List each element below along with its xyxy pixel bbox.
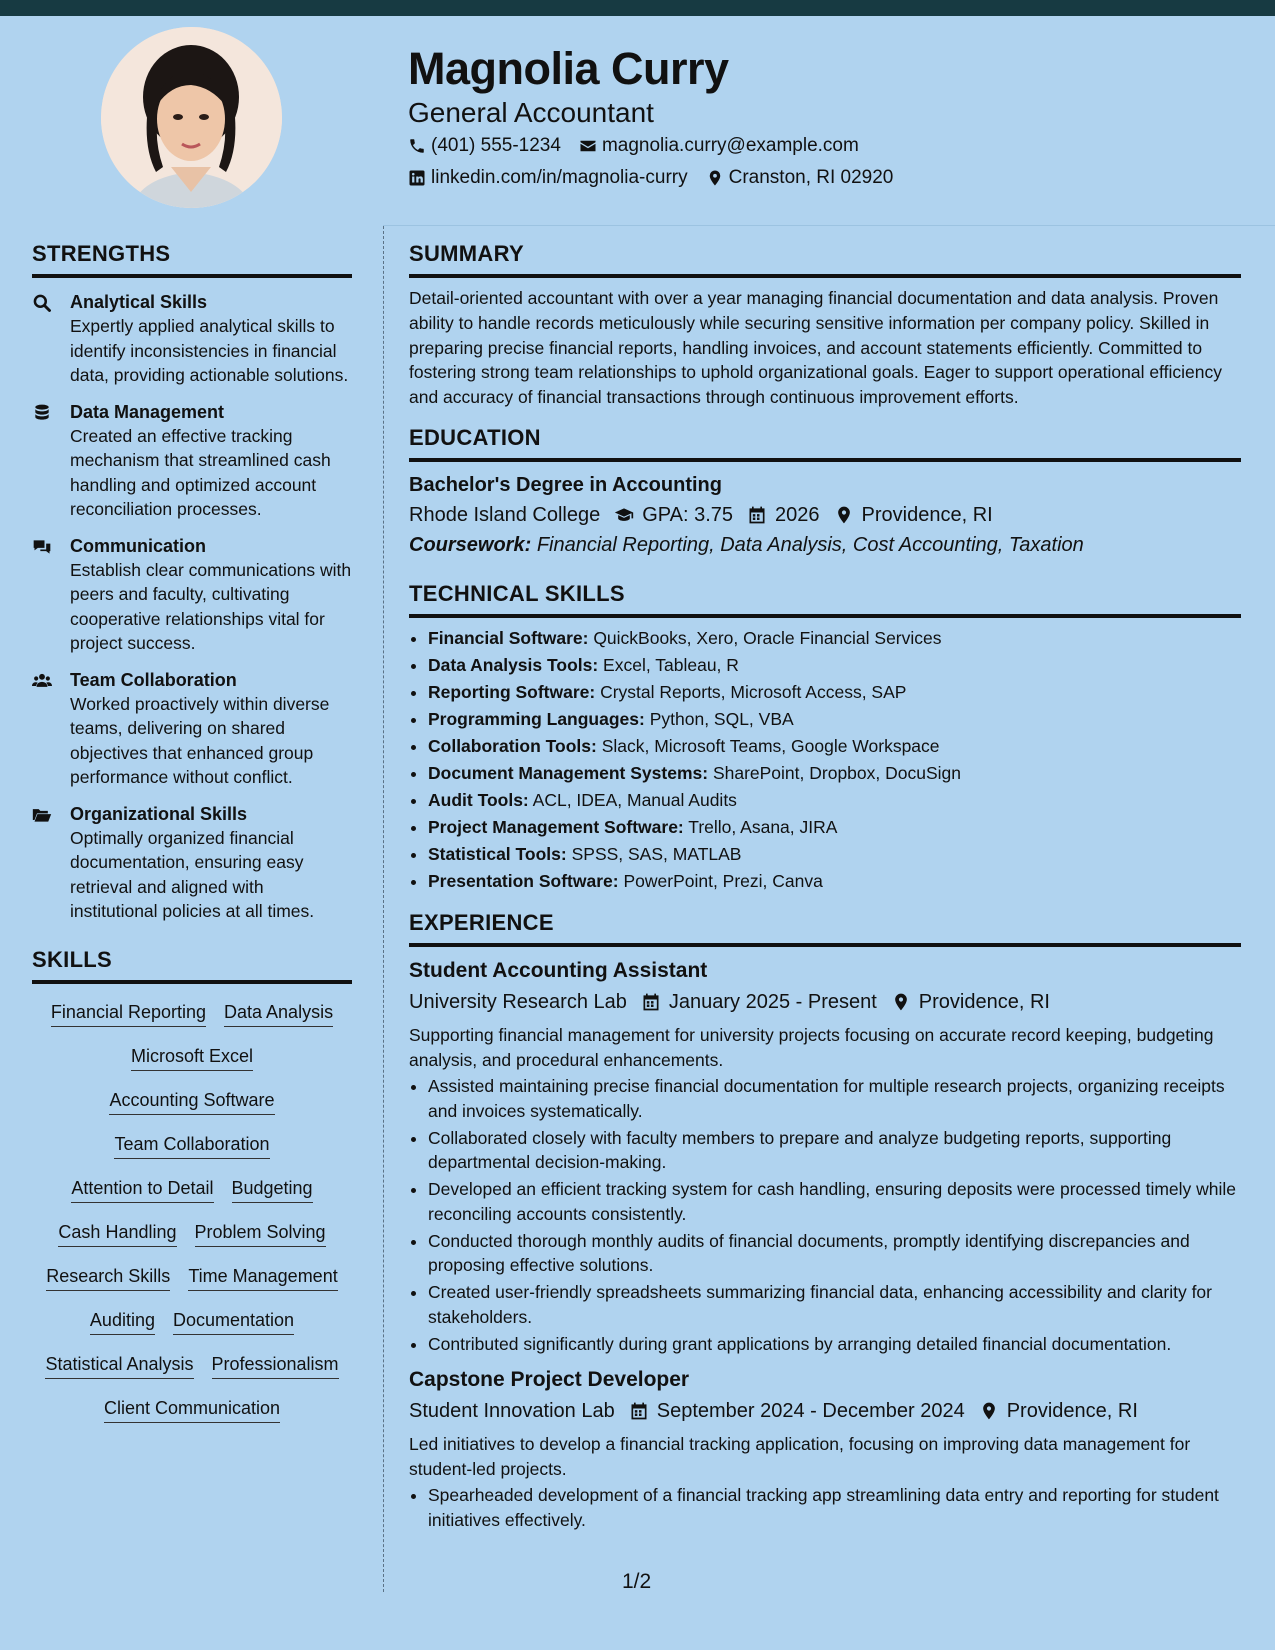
calendar-icon [629, 1401, 649, 1421]
technical-skill-label: Document Management Systems: [428, 762, 709, 783]
strength-title: Team Collaboration [70, 669, 237, 690]
strength-description: Optimally organized financial documentation, ensuring easy retrieval and aligned with institutional policies at all times. [70, 827, 315, 921]
coursework-label: Coursework: [409, 533, 532, 556]
strengths-list [32, 290, 352, 924]
coursework-text: Financial Reporting, Data Analysis, Cost Accounting, Taxation [536, 533, 1084, 556]
header-divider [383, 225, 1275, 226]
technical-skill-label: Reporting Software: [428, 681, 596, 702]
education-school [409, 500, 600, 530]
skill-tag: Team Collaboration [114, 1132, 269, 1159]
resume-header [408, 42, 1248, 194]
right-column [409, 240, 1241, 1535]
skills-heading: SKILLS [32, 946, 352, 984]
skill-tag: Statistical Analysis [45, 1352, 193, 1379]
experience-heading: EXPERIENCE [409, 909, 1241, 947]
graduation-cap-icon [614, 505, 634, 525]
skill-tag: Auditing [90, 1308, 155, 1335]
linkedin-text: linkedin.com/in/magnolia-curry [431, 167, 688, 188]
job-bullet: • Assisted maintaining precise financial documentation for multiple research projects, organizing receipts and invoices systematically. [428, 1074, 1241, 1123]
job-bullets [409, 1483, 1241, 1532]
technical-skill-value: SharePoint, Dropbox, DocuSign [708, 762, 961, 783]
year-text: 2026 [775, 503, 820, 526]
technical-skill-item [428, 626, 1241, 651]
job-location-text: Providence, RI [918, 991, 1050, 1014]
technical-skill-value: SPSS, SAS, MATLAB [566, 843, 742, 864]
summary-heading: SUMMARY [409, 240, 1241, 278]
strength-title: Organizational Skills [70, 803, 248, 824]
strength-body [70, 534, 352, 656]
database-icon [32, 403, 52, 423]
skill-tag: Budgeting [232, 1176, 313, 1203]
strength-title: Analytical Skills [70, 292, 208, 312]
linkedin-contact[interactable] [408, 167, 688, 189]
technical-skill-item [428, 707, 1241, 732]
school-text: Rhode Island College [409, 503, 601, 526]
job-location-text: Providence, RI [1006, 1400, 1138, 1423]
comments-icon [32, 537, 52, 557]
job-bullet: • Conducted thorough monthly audits of financial documents, promptly identifying discrepancies and proposing effective solutions. [428, 1229, 1241, 1278]
education-meta [409, 500, 1241, 530]
job-dates [641, 987, 877, 1017]
phone-icon [408, 137, 426, 155]
technical-skill-value: ACL, IDEA, Manual Audits [528, 789, 737, 810]
profile-photo [101, 27, 282, 208]
technical-skill-item [428, 653, 1241, 678]
technical-skill-item [428, 815, 1241, 840]
job-bullet: • Created user-friendly spreadsheets summarizing financial data, enhancing accessibility and clarity for stakeholders. [428, 1280, 1241, 1329]
strength-item [32, 290, 352, 388]
skill-tag: Cash Handling [58, 1220, 176, 1247]
job-meta [409, 987, 1241, 1017]
job-org [409, 1396, 615, 1426]
strength-icon-wrap [32, 802, 70, 924]
strength-icon-wrap [32, 668, 70, 790]
job-location [979, 1396, 1138, 1426]
technical-skill-item [428, 761, 1241, 786]
skill-tag: Financial Reporting [51, 1000, 206, 1027]
technical-skill-label: Collaboration Tools: [428, 735, 597, 756]
folder-open-icon [32, 805, 52, 825]
calendar-icon [747, 505, 767, 525]
technical-skill-label: Financial Software: [428, 627, 589, 648]
technical-skill-item [428, 734, 1241, 759]
linkedin-icon [408, 169, 426, 187]
map-marker-icon [706, 169, 724, 187]
job-dates [629, 1396, 965, 1426]
job-bullets [409, 1074, 1241, 1356]
job-description: Led initiatives to develop a financial tracking application, focusing on improving data management for student-led projects. [409, 1434, 1191, 1479]
job-location [891, 987, 1050, 1017]
technical-skill-label: Project Management Software: [428, 816, 684, 837]
education-year [747, 500, 820, 530]
calendar-icon [641, 992, 661, 1012]
education-degree: Bachelor's Degree in Accounting [409, 473, 722, 496]
skill-tag: Accounting Software [109, 1088, 274, 1115]
job-dates-text: September 2024 - December 2024 [656, 1400, 965, 1423]
technical-skill-label: Programming Languages: [428, 708, 645, 729]
location-text: Cranston, RI 02920 [728, 167, 894, 188]
skills-list [32, 994, 352, 1434]
job-bullet: • Spearheaded development of a financial tracking app streamlining data entry and reporting for student initiatives effectively. [428, 1483, 1241, 1532]
portrait-image [101, 27, 282, 208]
strengths-heading: STRENGTHS [32, 240, 352, 278]
strength-item [32, 668, 352, 790]
job-title: Capstone Project Developer [409, 1368, 690, 1392]
job-description: Supporting financial management for university projects focusing on accurate record keeping, budgeting analysis, and procedural enhancements. [409, 1025, 1214, 1070]
map-marker-icon [834, 505, 854, 525]
skill-tag: Problem Solving [195, 1220, 326, 1247]
experience-list [409, 957, 1241, 1532]
job-entry [409, 1366, 1241, 1532]
strength-body [70, 802, 352, 924]
skill-tag: Time Management [188, 1264, 337, 1291]
strength-icon-wrap [32, 400, 70, 522]
skill-tag: Research Skills [46, 1264, 170, 1291]
map-marker-icon [979, 1401, 999, 1421]
page-number: 1/2 [622, 1570, 652, 1593]
search-icon [32, 293, 52, 313]
email-contact[interactable] [579, 135, 859, 157]
strength-icon-wrap [32, 534, 70, 656]
summary-text: Detail-oriented accountant with over a year managing financial documentation and data analysis. Proven ability to handle records meticulously while securing sensitive information per company policy. Skilled in preparing precise financial reports, handling invoices, and account statements efficiently. Committed to fostering strong team relationships to uphold organizational goals. Eager to support operational efficiency and accuracy of financial transactions through continuous improvement efforts. [409, 288, 1222, 408]
envelope-icon [579, 137, 597, 155]
technical-skill-value: Trello, Asana, JIRA [683, 816, 838, 837]
contact-row-2 [408, 162, 1248, 194]
skill-tag: Microsoft Excel [131, 1044, 253, 1071]
technical-skill-value: Crystal Reports, Microsoft Access, SAP [595, 681, 907, 702]
job-org-text: University Research Lab [409, 991, 627, 1014]
strength-description: Worked proactively within diverse teams, delivering on shared objectives that enhanced group performance without conflict. [70, 693, 330, 787]
coursework [409, 530, 1241, 560]
users-icon [32, 671, 52, 691]
technical-skill-value: Excel, Tableau, R [598, 654, 739, 675]
technical-skill-value: Slack, Microsoft Teams, Google Workspace [596, 735, 940, 756]
technical-skill-value: Python, SQL, VBA [644, 708, 794, 729]
location-contact [706, 167, 894, 189]
education-heading: EDUCATION [409, 424, 1241, 462]
strength-description: Establish clear communications with peers and faculty, cultivating cooperative relationships vital for project success. [70, 559, 352, 653]
job-bullet: • Collaborated closely with faculty members to prepare and analyze budgeting reports, supporting departmental decision-making. [428, 1126, 1241, 1175]
phone-text: (401) 555-1234 [431, 135, 561, 156]
strength-body [70, 400, 352, 522]
strength-item [32, 400, 352, 522]
column-divider [383, 226, 384, 1592]
contact-row-1 [408, 130, 1248, 162]
technical-skills-heading: TECHNICAL SKILLS [409, 580, 1241, 618]
strength-description: Created an effective tracking mechanism that streamlined cash handling and optimized account reconciliation processes. [70, 425, 331, 519]
phone-contact[interactable] [408, 135, 561, 157]
technical-skill-value: PowerPoint, Prezi, Canva [618, 870, 823, 891]
strength-icon-wrap [32, 290, 70, 388]
technical-skill-value: QuickBooks, Xero, Oracle Financial Services [588, 627, 942, 648]
technical-skill-item [428, 869, 1241, 894]
strength-title: Communication [70, 535, 207, 556]
education-location [834, 500, 993, 530]
education-location-text: Providence, RI [861, 503, 993, 526]
candidate-title: General Accountant [408, 97, 654, 128]
technical-skill-label: Presentation Software: [428, 870, 619, 891]
technical-skill-label: Data Analysis Tools: [428, 654, 599, 675]
technical-skill-item [428, 842, 1241, 867]
left-column [32, 240, 352, 1434]
technical-skill-label: Audit Tools: [428, 789, 529, 810]
top-bar [0, 0, 1275, 16]
gpa-text: GPA: 3.75 [642, 503, 734, 526]
email-text: magnolia.curry@example.com [601, 135, 859, 156]
skill-tag: Documentation [173, 1308, 294, 1335]
candidate-name: Magnolia Curry [408, 43, 729, 94]
education-gpa [614, 500, 733, 530]
strength-item [32, 802, 352, 924]
job-bullet: • Developed an efficient tracking system for cash handling, ensuring deposits were processed timely while reconciling accounts consistently. [428, 1177, 1241, 1226]
strength-title: Data Management [70, 401, 225, 422]
job-dates-text: January 2025 - Present [668, 991, 877, 1014]
technical-skill-item [428, 788, 1241, 813]
strength-description: Expertly applied analytical skills to identify inconsistencies in financial data, providing actionable solutions. [70, 316, 349, 385]
skill-tag: Data Analysis [224, 1000, 333, 1027]
technical-skill-item [428, 680, 1241, 705]
job-org-text: Student Innovation Lab [409, 1400, 615, 1423]
job-meta [409, 1396, 1241, 1426]
strength-body [70, 668, 352, 790]
job-bullet: • Contributed significantly during grant applications by arranging detailed financial documentation. [428, 1332, 1241, 1357]
skill-tag: Attention to Detail [71, 1176, 213, 1203]
technical-skills-list [409, 626, 1241, 894]
skill-tag: Client Communication [104, 1396, 280, 1423]
skill-tag: Professionalism [212, 1352, 339, 1379]
job-title: Student Accounting Assistant [409, 959, 708, 983]
strength-body [70, 290, 352, 388]
job-org [409, 987, 627, 1017]
technical-skill-label: Statistical Tools: [428, 843, 567, 864]
map-marker-icon [891, 992, 911, 1012]
strength-item [32, 534, 352, 656]
job-entry [409, 957, 1241, 1356]
